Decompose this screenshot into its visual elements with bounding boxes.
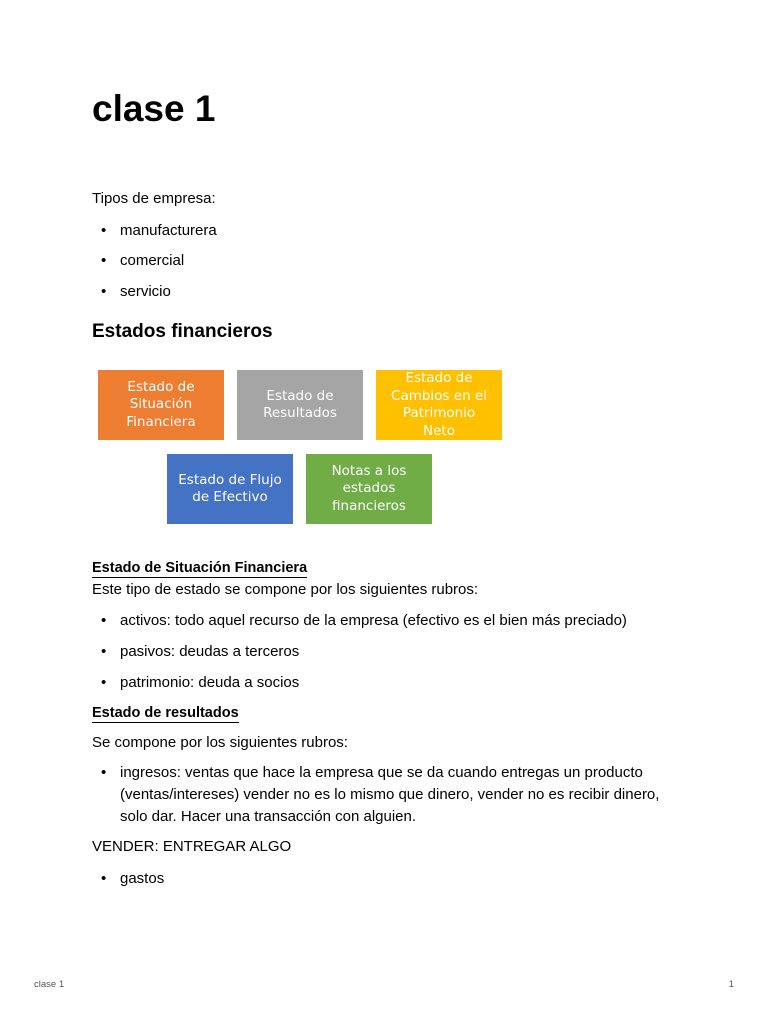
list-item: • comercial — [92, 250, 692, 272]
esf-heading-text: Estado de Situación Financiera — [92, 560, 308, 576]
er-note: VENDER: ENTREGAR ALGO — [92, 838, 292, 855]
list-item: • pasivos: deudas a terceros — [92, 641, 692, 663]
er-heading-text: Estado de resultados — [92, 705, 239, 721]
intro-text: Tipos de empresa: — [92, 190, 216, 207]
list-item: • manufacturera — [92, 220, 692, 242]
er-list-2 — [92, 868, 692, 890]
tipos-list — [92, 220, 692, 303]
esf-list — [92, 610, 692, 694]
list-item: • activos: todo aquel recurso de la empresa (efectivo es el bien más preciado) — [92, 610, 692, 632]
er-list — [92, 762, 664, 828]
footer-page-number: 1 — [728, 979, 734, 990]
list-item: • servicio — [92, 281, 692, 303]
list-item: • ingresos: ventas que hace la empresa que se da cuando entregas un producto (ventas/intereses) vender no es lo mismo que dinero, vender no es recibir dinero, solo dar. Hacer una transacción con alguien. — [92, 762, 664, 828]
list-item: • gastos — [92, 868, 692, 890]
diagram-box-resultados: Estado de Resultados — [237, 370, 363, 440]
esf-text: Este tipo de estado se compone por los siguientes rubros: — [92, 581, 479, 598]
diagram-box-flujo-efectivo: Estado de Flujo de Efectivo — [167, 454, 293, 524]
diagram-box-cambios-patrimonio: Estado de Cambios en el Patrimonio Neto — [376, 370, 502, 440]
footer-left: clase 1 — [34, 979, 65, 990]
esf-heading — [92, 559, 307, 578]
list-item: • patrimonio: deuda a socios — [92, 672, 692, 694]
page-title: clase 1 — [92, 88, 216, 129]
section-title: Estados financieros — [92, 321, 273, 342]
diagram-box-situacion: Estado de Situación Financiera — [98, 370, 224, 440]
diagram-box-notas: Notas a los estados financieros — [306, 454, 432, 524]
er-heading — [92, 704, 239, 723]
er-text: Se compone por los siguientes rubros: — [92, 734, 348, 751]
